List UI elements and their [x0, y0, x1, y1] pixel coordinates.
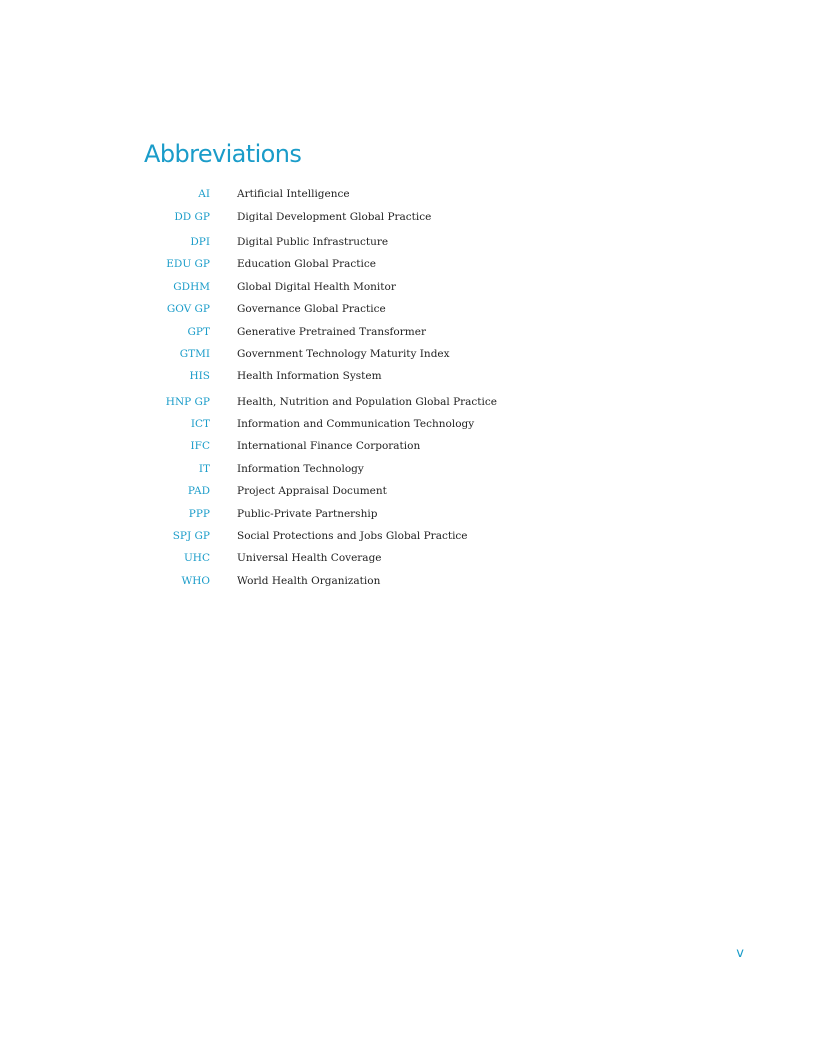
list-item: [144, 435, 564, 457]
list-item: [144, 205, 564, 227]
list-item: [144, 298, 564, 320]
abbreviation-definition: Health, Nutrition and Population Global Practice: [237, 395, 497, 408]
abbreviation-definition: Government Technology Maturity Index: [237, 347, 450, 360]
list-item: [144, 343, 564, 365]
list-item: [144, 320, 564, 342]
list-item: [144, 570, 564, 592]
list-item: [144, 391, 564, 413]
list-item: [144, 276, 564, 298]
abbreviation-code: ICT: [190, 418, 210, 431]
abbreviation-definition: Social Protections and Jobs Global Practice: [237, 530, 468, 543]
abbreviation-code: HNP GP: [165, 395, 210, 408]
abbreviation-code: GOV GP: [166, 303, 210, 316]
list-item: [144, 480, 564, 502]
abbreviation-code: HIS: [189, 370, 210, 383]
list-item: [144, 502, 564, 524]
list-item: [144, 547, 564, 569]
list-item: [144, 458, 564, 480]
abbreviation-definition: Digital Development Global Practice: [237, 210, 432, 223]
list-item: [144, 253, 564, 275]
abbreviation-list: [144, 183, 564, 592]
abbreviation-definition: Global Digital Health Monitor: [237, 280, 396, 293]
abbreviation-definition: Information Technology: [237, 462, 364, 475]
abbreviation-code: AI: [198, 188, 210, 201]
abbreviation-code: SPJ GP: [172, 530, 210, 543]
abbreviation-definition: International Finance Corporation: [237, 440, 421, 453]
abbreviation-definition: Project Appraisal Document: [237, 485, 387, 498]
abbreviation-definition: Health Information System: [237, 370, 382, 383]
list-item: [144, 365, 564, 387]
abbreviation-code: IFC: [190, 440, 210, 453]
page-number: v: [736, 946, 744, 961]
list-item: [144, 413, 564, 435]
abbreviation-definition: World Health Organization: [237, 574, 381, 587]
list-item: [144, 183, 564, 205]
abbreviation-code: GTMI: [179, 347, 210, 360]
abbreviation-definition: Generative Pretrained Transformer: [237, 325, 426, 338]
abbreviation-code: DPI: [190, 235, 210, 248]
abbreviation-definition: Governance Global Practice: [237, 303, 386, 316]
abbreviation-code: GPT: [187, 325, 210, 338]
abbreviation-definition: Digital Public Infrastructure: [237, 235, 389, 248]
list-item: [144, 231, 564, 253]
abbreviation-code: WHO: [181, 574, 210, 587]
abbreviation-definition: Universal Health Coverage: [237, 552, 382, 565]
abbreviation-code: DD GP: [174, 210, 210, 223]
abbreviation-code: EDU GP: [166, 258, 210, 271]
abbreviation-code: PAD: [187, 485, 210, 498]
abbreviation-code: PPP: [188, 507, 210, 520]
abbreviation-definition: Education Global Practice: [237, 258, 376, 271]
page-title: Abbreviations: [144, 140, 302, 168]
abbreviation-code: GDHM: [173, 280, 210, 293]
abbreviation-definition: Information and Communication Technology: [237, 418, 475, 431]
abbreviation-definition: Artificial Intelligence: [237, 188, 350, 201]
abbreviation-definition: Public-Private Partnership: [237, 507, 378, 520]
abbreviation-code: IT: [198, 462, 210, 475]
abbreviation-code: UHC: [183, 552, 210, 565]
list-item: [144, 525, 564, 547]
